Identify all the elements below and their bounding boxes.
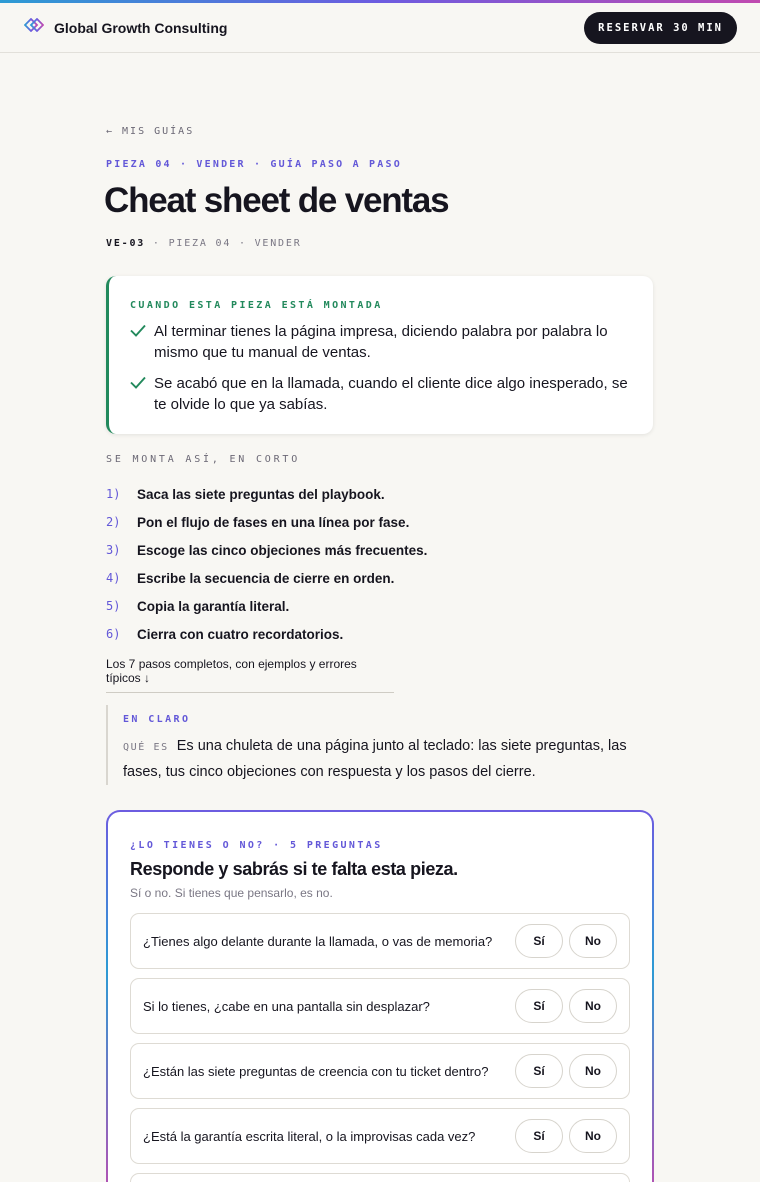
meta-code: VE-03 [106, 238, 146, 249]
page-kicker: PIEZA 04 · VENDER · GUÍA PASO A PASO [106, 159, 402, 170]
step-text: Saca las siete preguntas del playbook. [137, 486, 385, 502]
no-button[interactable]: No [569, 924, 617, 958]
quiz-question-row [130, 978, 630, 1034]
step-number: 6) [106, 627, 121, 641]
brand[interactable] [24, 18, 227, 37]
done-item [130, 321, 633, 363]
quiz-question-text: ¿Tienes algo delante durante la llamada, o vas de memoria? [143, 933, 493, 949]
quiz-question-row [130, 1043, 630, 1099]
quiz-question-text: ¿Están las siete preguntas de creencia con tu ticket dentro? [143, 1063, 489, 1079]
en-claro-label: EN CLARO [123, 714, 191, 725]
check-icon [130, 373, 154, 415]
en-claro-box [106, 705, 654, 785]
step-item [106, 620, 427, 648]
back-link[interactable]: ← MIS GUÍAS [106, 126, 195, 137]
no-button[interactable]: No [569, 1054, 617, 1088]
step-item [106, 536, 427, 564]
full-steps-link[interactable]: Los 7 pasos completos, con ejemplos y errores típicos ↓ [106, 657, 394, 693]
diamond-link-icon [24, 18, 44, 37]
quiz-card [106, 810, 654, 1182]
que-es-label: QUÉ ES [123, 742, 169, 753]
quiz-label: ¿LO TIENES O NO? · 5 PREGUNTAS [130, 840, 383, 851]
yes-button[interactable]: Sí [515, 1119, 563, 1153]
step-number: 3) [106, 543, 121, 557]
quiz-title: Responde y sabrás si te falta esta pieza. [130, 859, 458, 879]
quiz-question-text: Si lo tienes, ¿cabe en una pantalla sin desplazar? [143, 998, 430, 1014]
site-header [0, 3, 760, 53]
no-button[interactable]: No [569, 989, 617, 1023]
step-item [106, 480, 427, 508]
step-text: Pon el flujo de fases en una línea por fase. [137, 514, 410, 530]
yes-button[interactable]: Sí [515, 1054, 563, 1088]
done-card [106, 276, 653, 434]
steps-label: SE MONTA ASÍ, EN CORTO [106, 454, 301, 465]
reserve-button[interactable]: RESERVAR 30 MIN [584, 12, 737, 44]
step-text: Escoge las cinco objeciones más frecuentes. [137, 542, 428, 558]
step-text: Escribe la secuencia de cierre en orden. [137, 570, 395, 586]
page-title: Cheat sheet de ventas [104, 181, 449, 220]
brand-name: Global Growth Consulting [54, 19, 228, 36]
step-item [106, 592, 427, 620]
quiz-subtitle: Sí o no. Si tienes que pensarlo, es no. [130, 886, 333, 900]
quiz-question-text: ¿Está la garantía escrita literal, o la improvisas cada vez? [143, 1128, 476, 1144]
step-number: 5) [106, 599, 121, 613]
page-meta [106, 238, 302, 249]
quiz-question-row [130, 913, 630, 969]
check-icon [130, 321, 154, 363]
step-item [106, 564, 427, 592]
step-number: 4) [106, 571, 121, 585]
quiz-questions [130, 913, 630, 1182]
meta-rest: · PIEZA 04 · VENDER [145, 238, 302, 249]
quiz-question-row [130, 1108, 630, 1164]
done-item [130, 373, 633, 415]
done-item-text: Al terminar tienes la página impresa, diciendo palabra por palabra lo mismo que tu manual de ventas. [154, 323, 608, 361]
done-card-label: CUANDO ESTA PIEZA ESTÁ MONTADA [130, 300, 383, 311]
en-claro-text: Es una chuleta de una página junto al teclado: las siete preguntas, las fases, tus cinco objeciones con respuesta y los pasos del cierre. [123, 738, 627, 780]
step-number: 2) [106, 515, 121, 529]
step-text: Copia la garantía literal. [137, 598, 290, 614]
steps-list [106, 480, 427, 648]
en-claro-body [123, 734, 654, 784]
yes-button[interactable]: Sí [515, 924, 563, 958]
quiz-inner [108, 812, 652, 1182]
yes-button[interactable]: Sí [515, 989, 563, 1023]
step-number: 1) [106, 487, 121, 501]
step-text: Cierra con cuatro recordatorios. [137, 626, 344, 642]
done-item-text: Se acabó que en la llamada, cuando el cliente dice algo inesperado, se te olvide lo que ya sabías. [154, 375, 628, 413]
no-button[interactable]: No [569, 1119, 617, 1153]
quiz-question-row-partial [130, 1173, 630, 1182]
step-item [106, 508, 427, 536]
